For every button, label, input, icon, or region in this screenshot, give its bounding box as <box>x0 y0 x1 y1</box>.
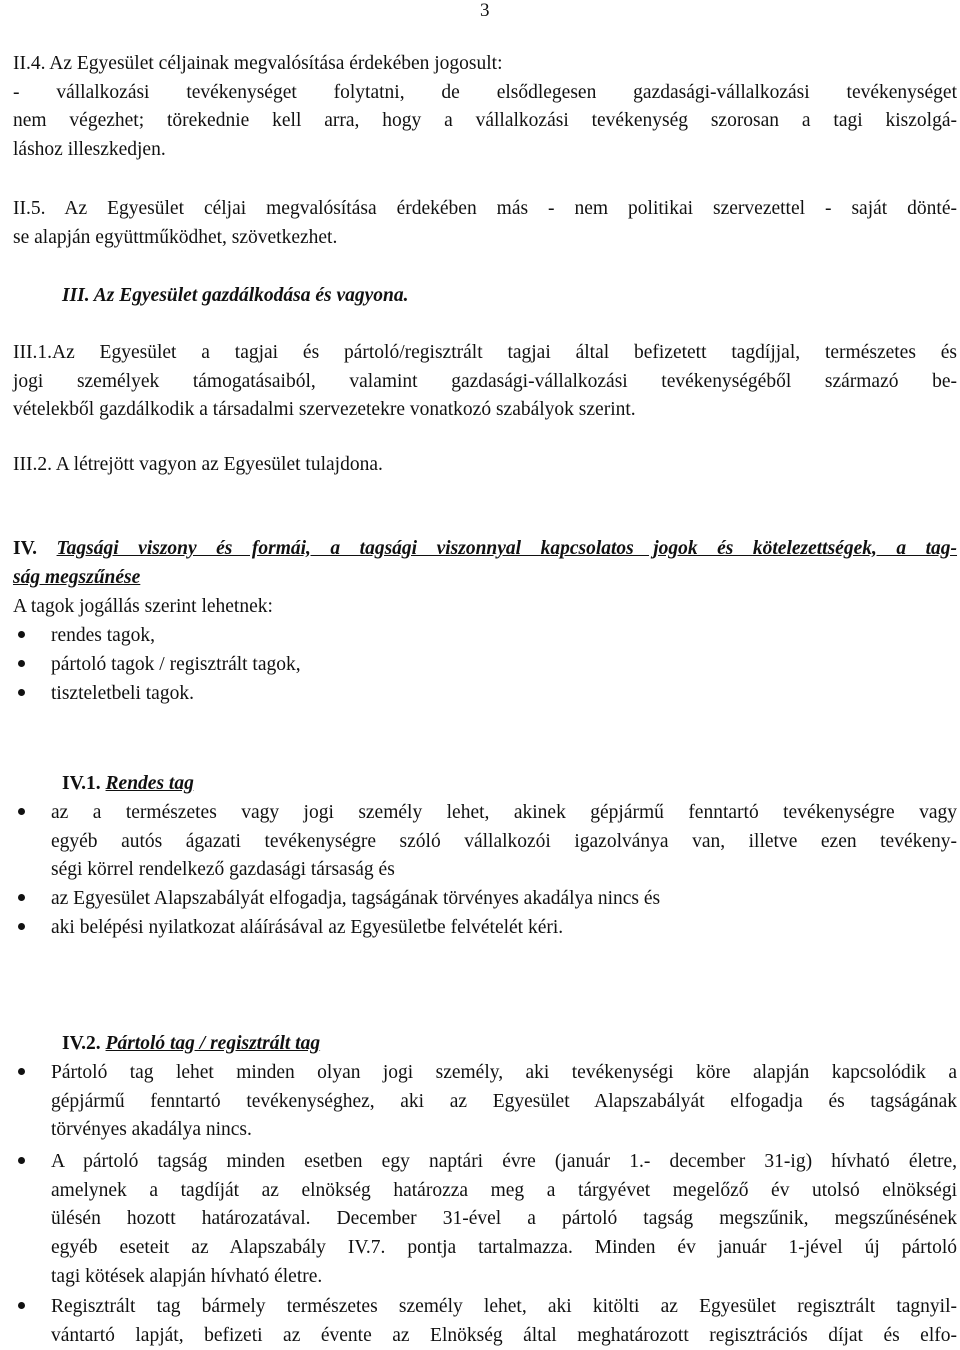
list-item-line: A pártoló tagság minden esetben egy naptári évre (január 1.- december 31-ig) hívható életre, <box>51 1151 957 1172</box>
bullet-icon <box>18 885 28 895</box>
paragraph-line: se alapján együttműködhet, szövetkezhet. <box>13 226 338 248</box>
heading-number: IV.2. <box>62 1033 101 1054</box>
section-heading-iii: III. Az Egyesület gazdálkodása és vagyona. <box>62 285 409 306</box>
heading-title: Pártoló tag / regisztrált tag <box>105 1033 321 1054</box>
heading-title-continued: ság megszűnése <box>13 566 141 588</box>
list-item-line: ülésén hozott határozatával. December 31-ével a pártoló tagság megszűnik, megszűnésének <box>51 1208 957 1230</box>
list-item <box>51 1293 957 1350</box>
paragraph-line: vételekből gazdálkodik a társadalmi szervezetekre vonatkozó szabályok szerint. <box>13 399 636 421</box>
list-item <box>51 1059 957 1145</box>
bullet-icon <box>18 1148 28 1158</box>
bullet-icon <box>18 1293 28 1303</box>
list-item-line: egyéb autós ágazati tevékenységre szóló vállalkozói igazolványa van, illetve ezen tevékeny- <box>51 830 957 852</box>
list-item-line: az a természetes vagy jogi személy lehet, akinek gépjármű fenntartó tevékenységre vagy <box>51 802 957 823</box>
bullet-icon <box>18 799 28 809</box>
bullet-icon <box>18 622 28 632</box>
list-item-line: Pártoló tag lehet minden olyan jogi személy, aki tevékenységi köre alapján kapcsolódik a <box>51 1062 957 1083</box>
paragraph-line: II.4. Az Egyesület céljainak megvalósítása érdekében jogosult: <box>13 53 503 74</box>
list-item-line: Regisztrált tag bármely természetes személy lehet, aki kitölti az Egyesület regisztrált tagnyil- <box>51 1296 957 1317</box>
list-item-line: egyéb eseteit az Alapszabály IV.7. pontja tartalmazza. Minden év január 1-jével új pártoló <box>51 1237 957 1259</box>
paragraph-line: nem végezhet; törekednie kell arra, hogy a vállalkozási tevékenység szorosan a tagi kiszolgá- <box>13 110 957 132</box>
list-item-line: vántartó lapját, befizeti az évente az Elnökség által meghatározott regisztrációs díjat és elfo- <box>51 1324 957 1346</box>
section-heading-iv <box>13 535 957 592</box>
paragraph-iv-intro: A tagok jogállás szerint lehetnek: <box>13 596 273 617</box>
paragraph-line: II.5. Az Egyesület céljai megvalósítása érdekében más - nem politikai szervezettel - saját dönté- <box>13 198 957 219</box>
section-heading-iv-2 <box>62 1030 960 1059</box>
paragraph-ii-4 <box>13 50 957 165</box>
paragraph-line: - vállalkozási tevékenységet folytatni, de elsődlegesen gazdasági-vállalkozási tevékenységet <box>13 81 957 103</box>
list-item: rendes tagok, <box>51 625 155 646</box>
list-item <box>51 799 957 885</box>
list-item-line: tagi kötések alapján hívható életre. <box>51 1265 323 1287</box>
list-item-line: törvényes akadálya nincs. <box>51 1119 252 1141</box>
bullet-icon <box>18 1059 28 1069</box>
paragraph-iii-1 <box>13 339 957 425</box>
bullet-icon <box>18 680 28 690</box>
heading-title: Tagsági viszony és formái, a tagsági viszonnyal kapcsolatos jogok és kötelezettségek, a tag- <box>56 538 958 559</box>
heading-line <box>13 535 957 564</box>
bullet-icon <box>18 914 28 924</box>
list-item <box>51 1148 957 1292</box>
bullet-icon <box>18 651 28 661</box>
paragraph-ii-5 <box>13 195 957 252</box>
heading-number: IV. <box>13 538 38 559</box>
list-item-line: amelynek a tagdíját az elnökség határozza meg a tárgyévet megelőző év utolsó elnökségi <box>51 1179 957 1201</box>
paragraph-line: láshoz illeszkedjen. <box>13 139 166 161</box>
list-item: aki belépési nyilatkozat aláírásával az Egyesületbe felvételét kéri. <box>51 917 564 938</box>
heading-number: IV.1. <box>62 773 101 794</box>
paragraph-line: jogi személyek támogatásaiból, valamint gazdasági-vállalkozási tevékenységéből származó be- <box>13 370 957 392</box>
list-item-line: gépjármű fenntartó tevékenységhez, aki az Egyesület Alapszabályát elfogadja és tagságának <box>51 1090 957 1112</box>
list-item: pártoló tagok / regisztrált tagok, <box>51 654 301 675</box>
paragraph-iii-2: III.2. A létrejött vagyon az Egyesület tulajdona. <box>13 454 383 475</box>
list-item-line: ségi körrel rendelkező gazdasági társaság és <box>51 859 395 881</box>
heading-title: Rendes tag <box>105 773 194 794</box>
section-heading-iv-1 <box>62 770 960 799</box>
list-item: az Egyesület Alapszabályát elfogadja, tagságának törvényes akadálya nincs és <box>51 888 661 909</box>
list-item: tiszteletbeli tagok. <box>51 683 194 704</box>
page-number: 3 <box>480 0 490 21</box>
paragraph-line: III.1.Az Egyesület a tagjai és pártoló/regisztrált tagjai által befizetett tagdíjjal, természetes és <box>13 342 957 363</box>
